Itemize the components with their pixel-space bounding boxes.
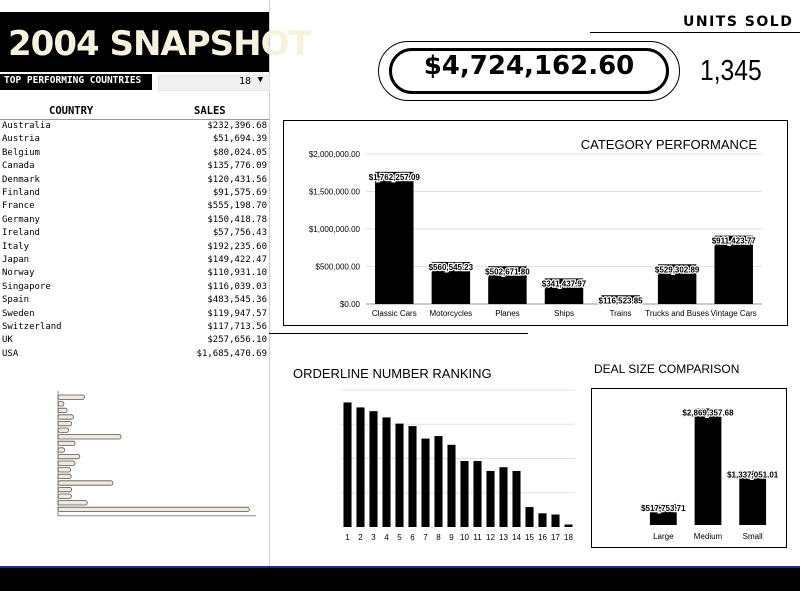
country-cell: Germany bbox=[2, 214, 40, 225]
country-cell: UK bbox=[2, 335, 13, 346]
orderline-bar bbox=[486, 471, 494, 527]
orderline-bar bbox=[564, 525, 572, 527]
x-tick-label: 6 bbox=[410, 533, 415, 542]
top-countries-label-bar bbox=[0, 74, 152, 90]
orderline-bar bbox=[434, 436, 442, 527]
category-data-label: $116,523.85 bbox=[598, 296, 643, 306]
table-row bbox=[0, 161, 269, 174]
table-row bbox=[0, 309, 269, 322]
x-tick-label: 3 bbox=[371, 533, 376, 542]
orderline-chart-title: ORDERLINE NUMBER RANKING bbox=[293, 366, 492, 381]
country-mini-bar bbox=[58, 448, 65, 452]
category-data-label: $911,423.77 bbox=[711, 236, 756, 246]
table-row bbox=[0, 255, 269, 268]
x-tick-label: 5 bbox=[397, 533, 402, 542]
table-row bbox=[0, 215, 269, 228]
country-mini-bar bbox=[58, 402, 64, 406]
x-tick-label: Medium bbox=[693, 532, 723, 541]
x-tick-label: 15 bbox=[525, 533, 534, 542]
country-cell: Spain bbox=[2, 295, 30, 306]
x-tick-label: Planes bbox=[495, 309, 520, 318]
category-data-label: $341,437.97 bbox=[541, 279, 587, 289]
x-tick-label: 12 bbox=[486, 533, 495, 542]
country-mini-bar bbox=[58, 428, 68, 432]
sales-cell: $483,545.36 bbox=[207, 295, 267, 306]
orderline-bar bbox=[538, 513, 546, 527]
x-tick-label: 10 bbox=[460, 533, 469, 542]
top-n-value: 18 bbox=[238, 76, 251, 87]
country-cell: USA bbox=[2, 348, 19, 359]
x-tick-label: 8 bbox=[436, 533, 441, 542]
sales-cell: $232,396.68 bbox=[207, 121, 267, 131]
country-mini-bar bbox=[58, 507, 249, 511]
footer-strip bbox=[0, 566, 800, 591]
sales-cell: $150,418.78 bbox=[207, 214, 267, 225]
country-mini-bar bbox=[58, 395, 84, 399]
orderline-bar bbox=[369, 411, 377, 527]
x-tick-label: 1 bbox=[345, 533, 350, 542]
title-block bbox=[0, 12, 311, 72]
x-tick-label: Small bbox=[742, 532, 763, 541]
country-cell: Sweden bbox=[2, 308, 35, 319]
country-mini-bar bbox=[58, 487, 72, 491]
country-cell: Denmark bbox=[2, 174, 40, 185]
country-cell: Singapore bbox=[2, 281, 51, 292]
header-divider bbox=[590, 32, 800, 33]
y-tick-label: $2,000,000.00 bbox=[308, 150, 360, 159]
orderline-bar bbox=[447, 445, 455, 527]
table-row bbox=[0, 322, 269, 335]
x-tick-label: 11 bbox=[473, 533, 482, 542]
table-row bbox=[0, 121, 269, 134]
orderline-bar bbox=[343, 402, 351, 527]
sales-cell: $51,694.39 bbox=[212, 134, 267, 145]
category-chart-title: CATEGORY PERFORMANCE bbox=[580, 137, 757, 152]
country-mini-bar bbox=[58, 408, 67, 412]
y-tick-label: $0.00 bbox=[339, 300, 360, 309]
x-tick-label: Large bbox=[653, 532, 674, 541]
country-cell: Japan bbox=[2, 255, 30, 265]
col-header-country: COUNTRY bbox=[49, 105, 94, 117]
table-row bbox=[0, 175, 269, 188]
table-row bbox=[0, 282, 269, 295]
sales-cell: $120,431.56 bbox=[207, 174, 267, 185]
table-row bbox=[0, 268, 269, 281]
deal-size-bar bbox=[695, 408, 722, 525]
category-data-label: $502,671.80 bbox=[485, 267, 530, 277]
country-mini-bar bbox=[58, 468, 71, 472]
x-tick-label: Trucks and Buses bbox=[645, 309, 710, 318]
country-cell: Finland bbox=[2, 188, 40, 198]
sales-cell: $117,713.56 bbox=[207, 322, 267, 332]
section-divider bbox=[269, 333, 528, 334]
country-mini-bar bbox=[58, 441, 75, 445]
table-header-divider bbox=[0, 119, 269, 120]
top-countries-label: TOP PERFORMING COUNTRIES bbox=[4, 75, 142, 86]
table-row bbox=[0, 148, 269, 161]
orderline-bar bbox=[408, 426, 416, 527]
country-cell: Ireland bbox=[2, 228, 40, 239]
sales-cell: $57,756.43 bbox=[212, 228, 267, 239]
sales-cell: $110,931.10 bbox=[207, 268, 267, 279]
table-row bbox=[0, 335, 269, 348]
x-tick-label: Motorcycles bbox=[429, 309, 473, 318]
country-cell: Switzerland bbox=[2, 322, 62, 332]
table-row bbox=[0, 201, 269, 214]
orderline-bar bbox=[473, 461, 481, 527]
orderline-bar bbox=[525, 507, 533, 527]
table-row bbox=[0, 242, 269, 255]
orderline-bar bbox=[551, 515, 559, 527]
x-tick-label: Classic Cars bbox=[371, 309, 417, 318]
sales-cell: $192,235.60 bbox=[207, 241, 267, 252]
units-sold-value: 1,345 bbox=[700, 55, 762, 87]
deal-size-data-label: $2,869,357.68 bbox=[682, 408, 734, 418]
x-tick-label: Ships bbox=[553, 309, 575, 318]
country-mini-bar bbox=[58, 415, 73, 419]
deal-size-data-label: $517,753.71 bbox=[641, 503, 686, 513]
sales-cell: $1,685,470.69 bbox=[196, 348, 267, 359]
orderline-bar bbox=[421, 439, 429, 527]
x-tick-label: 17 bbox=[551, 533, 560, 542]
chevron-down-icon[interactable]: ▼ bbox=[257, 75, 263, 85]
country-cell: Austria bbox=[2, 134, 40, 145]
footer-accent bbox=[0, 566, 800, 568]
country-mini-bar bbox=[58, 435, 121, 439]
country-cell: Canada bbox=[2, 161, 35, 172]
country-mini-bar bbox=[58, 461, 75, 465]
orderline-bar bbox=[512, 471, 520, 527]
country-mini-bar bbox=[58, 501, 87, 505]
country-cell: Norway bbox=[2, 268, 35, 279]
country-mini-bar bbox=[58, 454, 80, 458]
country-mini-chart bbox=[0, 385, 269, 525]
sales-cell: $555,198.70 bbox=[207, 201, 267, 212]
category-bar bbox=[714, 236, 752, 304]
page-title: 2004 SNAPSHOT bbox=[8, 24, 311, 64]
sales-cell: $135,776.09 bbox=[207, 161, 267, 172]
category-performance-chart bbox=[283, 120, 788, 326]
orderline-bar bbox=[382, 417, 390, 527]
orderline-bar bbox=[460, 461, 468, 527]
table-row bbox=[0, 188, 269, 201]
table-row bbox=[0, 349, 269, 362]
category-data-label: $560,545.23 bbox=[428, 262, 474, 272]
x-tick-label: 4 bbox=[384, 533, 389, 542]
x-tick-label: Vintage Cars bbox=[710, 309, 757, 318]
units-sold-title: UNITS SOLD bbox=[683, 14, 794, 30]
y-tick-label: $1,000,000.00 bbox=[308, 225, 360, 234]
x-tick-label: Trains bbox=[609, 309, 632, 318]
country-cell: France bbox=[2, 201, 35, 212]
country-cell: Australia bbox=[2, 121, 51, 131]
table-row bbox=[0, 134, 269, 147]
country-mini-bar bbox=[58, 481, 113, 485]
sales-total-value: $4,724,162.60 bbox=[423, 51, 635, 81]
x-tick-label: 18 bbox=[564, 533, 573, 542]
x-tick-label: 13 bbox=[499, 533, 508, 542]
orderline-bar bbox=[356, 407, 364, 527]
orderline-ranking-chart bbox=[283, 360, 583, 545]
x-tick-label: 2 bbox=[358, 533, 363, 542]
sales-cell: $257,656.10 bbox=[207, 335, 267, 346]
deal-size-chart bbox=[583, 355, 793, 550]
country-mini-bar bbox=[58, 494, 71, 498]
col-header-sales: SALES bbox=[194, 105, 226, 117]
deal-size-data-label: $1,337,051.01 bbox=[727, 470, 779, 480]
x-tick-label: 16 bbox=[538, 533, 547, 542]
top-n-select[interactable] bbox=[158, 75, 270, 91]
table-row bbox=[0, 295, 269, 308]
category-bar bbox=[375, 172, 413, 304]
category-data-label: $529,302.89 bbox=[654, 265, 700, 275]
country-mini-bar bbox=[58, 474, 71, 478]
sales-cell: $91,575.69 bbox=[212, 188, 267, 198]
x-tick-label: 9 bbox=[449, 533, 454, 542]
sales-cell: $80,024.05 bbox=[212, 147, 267, 158]
country-mini-bar bbox=[58, 421, 72, 425]
sales-cell: $149,422.47 bbox=[207, 255, 267, 265]
y-tick-label: $500,000.00 bbox=[315, 262, 360, 272]
x-tick-label: 14 bbox=[512, 533, 521, 542]
deal-size-chart-title: DEAL SIZE COMPARISON bbox=[594, 362, 740, 376]
sales-cell: $116,039.03 bbox=[207, 281, 267, 292]
country-cell: Italy bbox=[2, 241, 30, 252]
y-tick-label: $1,500,000.00 bbox=[308, 187, 360, 197]
x-tick-label: 7 bbox=[423, 533, 428, 542]
country-cell: Belgium bbox=[2, 147, 40, 158]
orderline-bar bbox=[499, 467, 507, 527]
orderline-bar bbox=[395, 424, 403, 527]
category-data-label: $1,762,257.09 bbox=[368, 172, 420, 182]
sales-cell: $119,947.57 bbox=[207, 308, 267, 319]
table-row bbox=[0, 228, 269, 241]
